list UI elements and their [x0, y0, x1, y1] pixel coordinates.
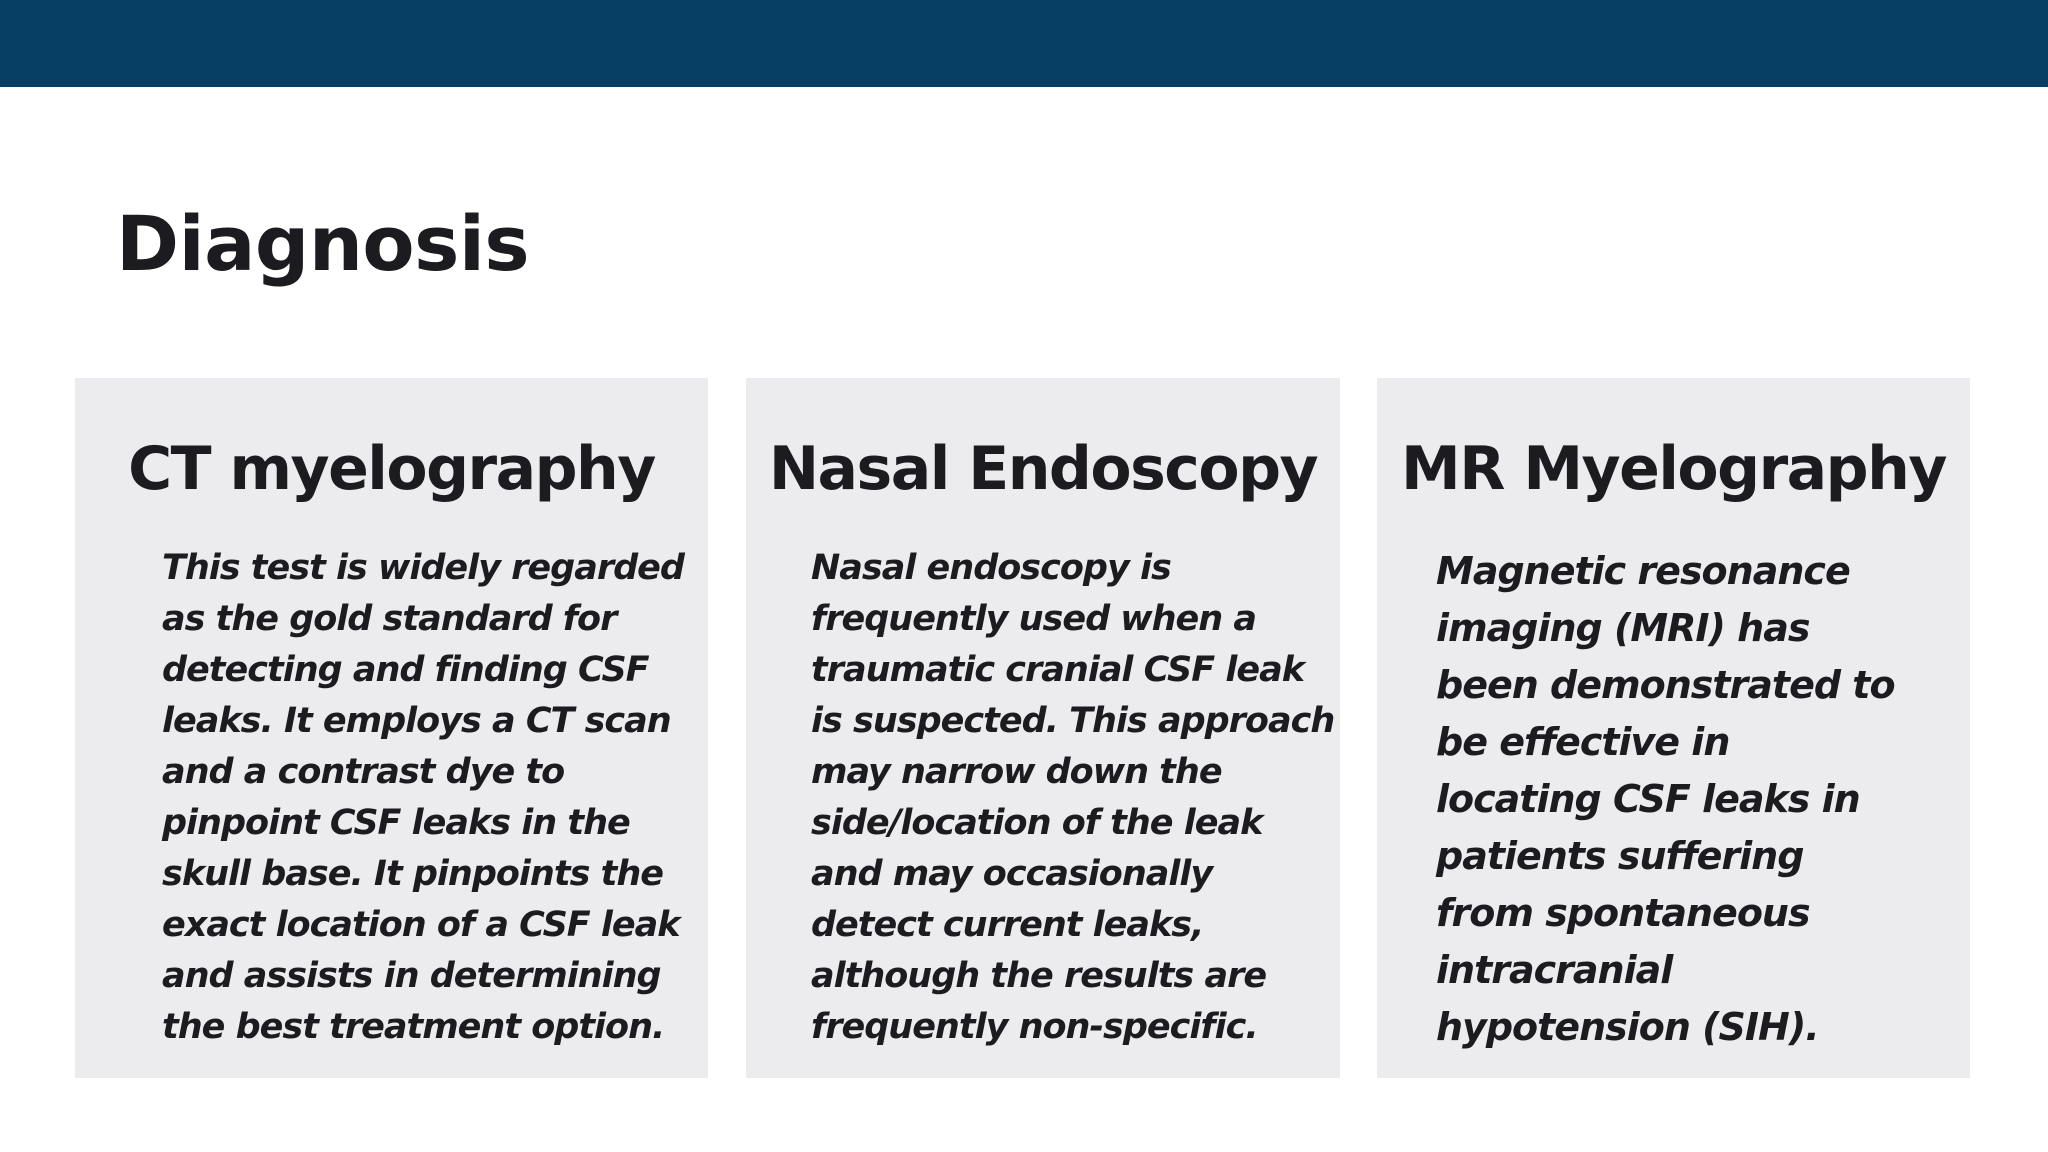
- card-title: CT myelography: [128, 434, 655, 504]
- card-ct-myelography: [75, 378, 708, 1078]
- card-title: Nasal Endoscopy: [768, 434, 1318, 504]
- header-band: [0, 0, 2048, 87]
- card-description: Magnetic resonance imaging (MRI) has been demonstrated to be effective in locating CSF leaks in patients suffering from spontaneous intracranial hypotension (SIH).: [1436, 549, 1895, 1049]
- card-title: MR Myelography: [1401, 434, 1946, 504]
- card-nasal-endoscopy: [746, 378, 1340, 1078]
- card-mr-myelography: [1377, 378, 1970, 1078]
- card-description: Nasal endoscopy is frequently used when a traumatic cranial CSF leak is suspected. This approach may narrow down the side/location of the leak and may occasionally detect current leaks, although the results are frequently non-specific.: [811, 548, 1335, 1047]
- page-title: Diagnosis: [116, 199, 530, 288]
- card-description: This test is widely regarded as the gold standard for detecting and finding CSF leaks. It employs a CT scan and a contrast dye to pinpoint CSF leaks in the skull base. It pinpoints the exact location of a CSF leak and assists in determining the best treatment option.: [162, 548, 684, 1047]
